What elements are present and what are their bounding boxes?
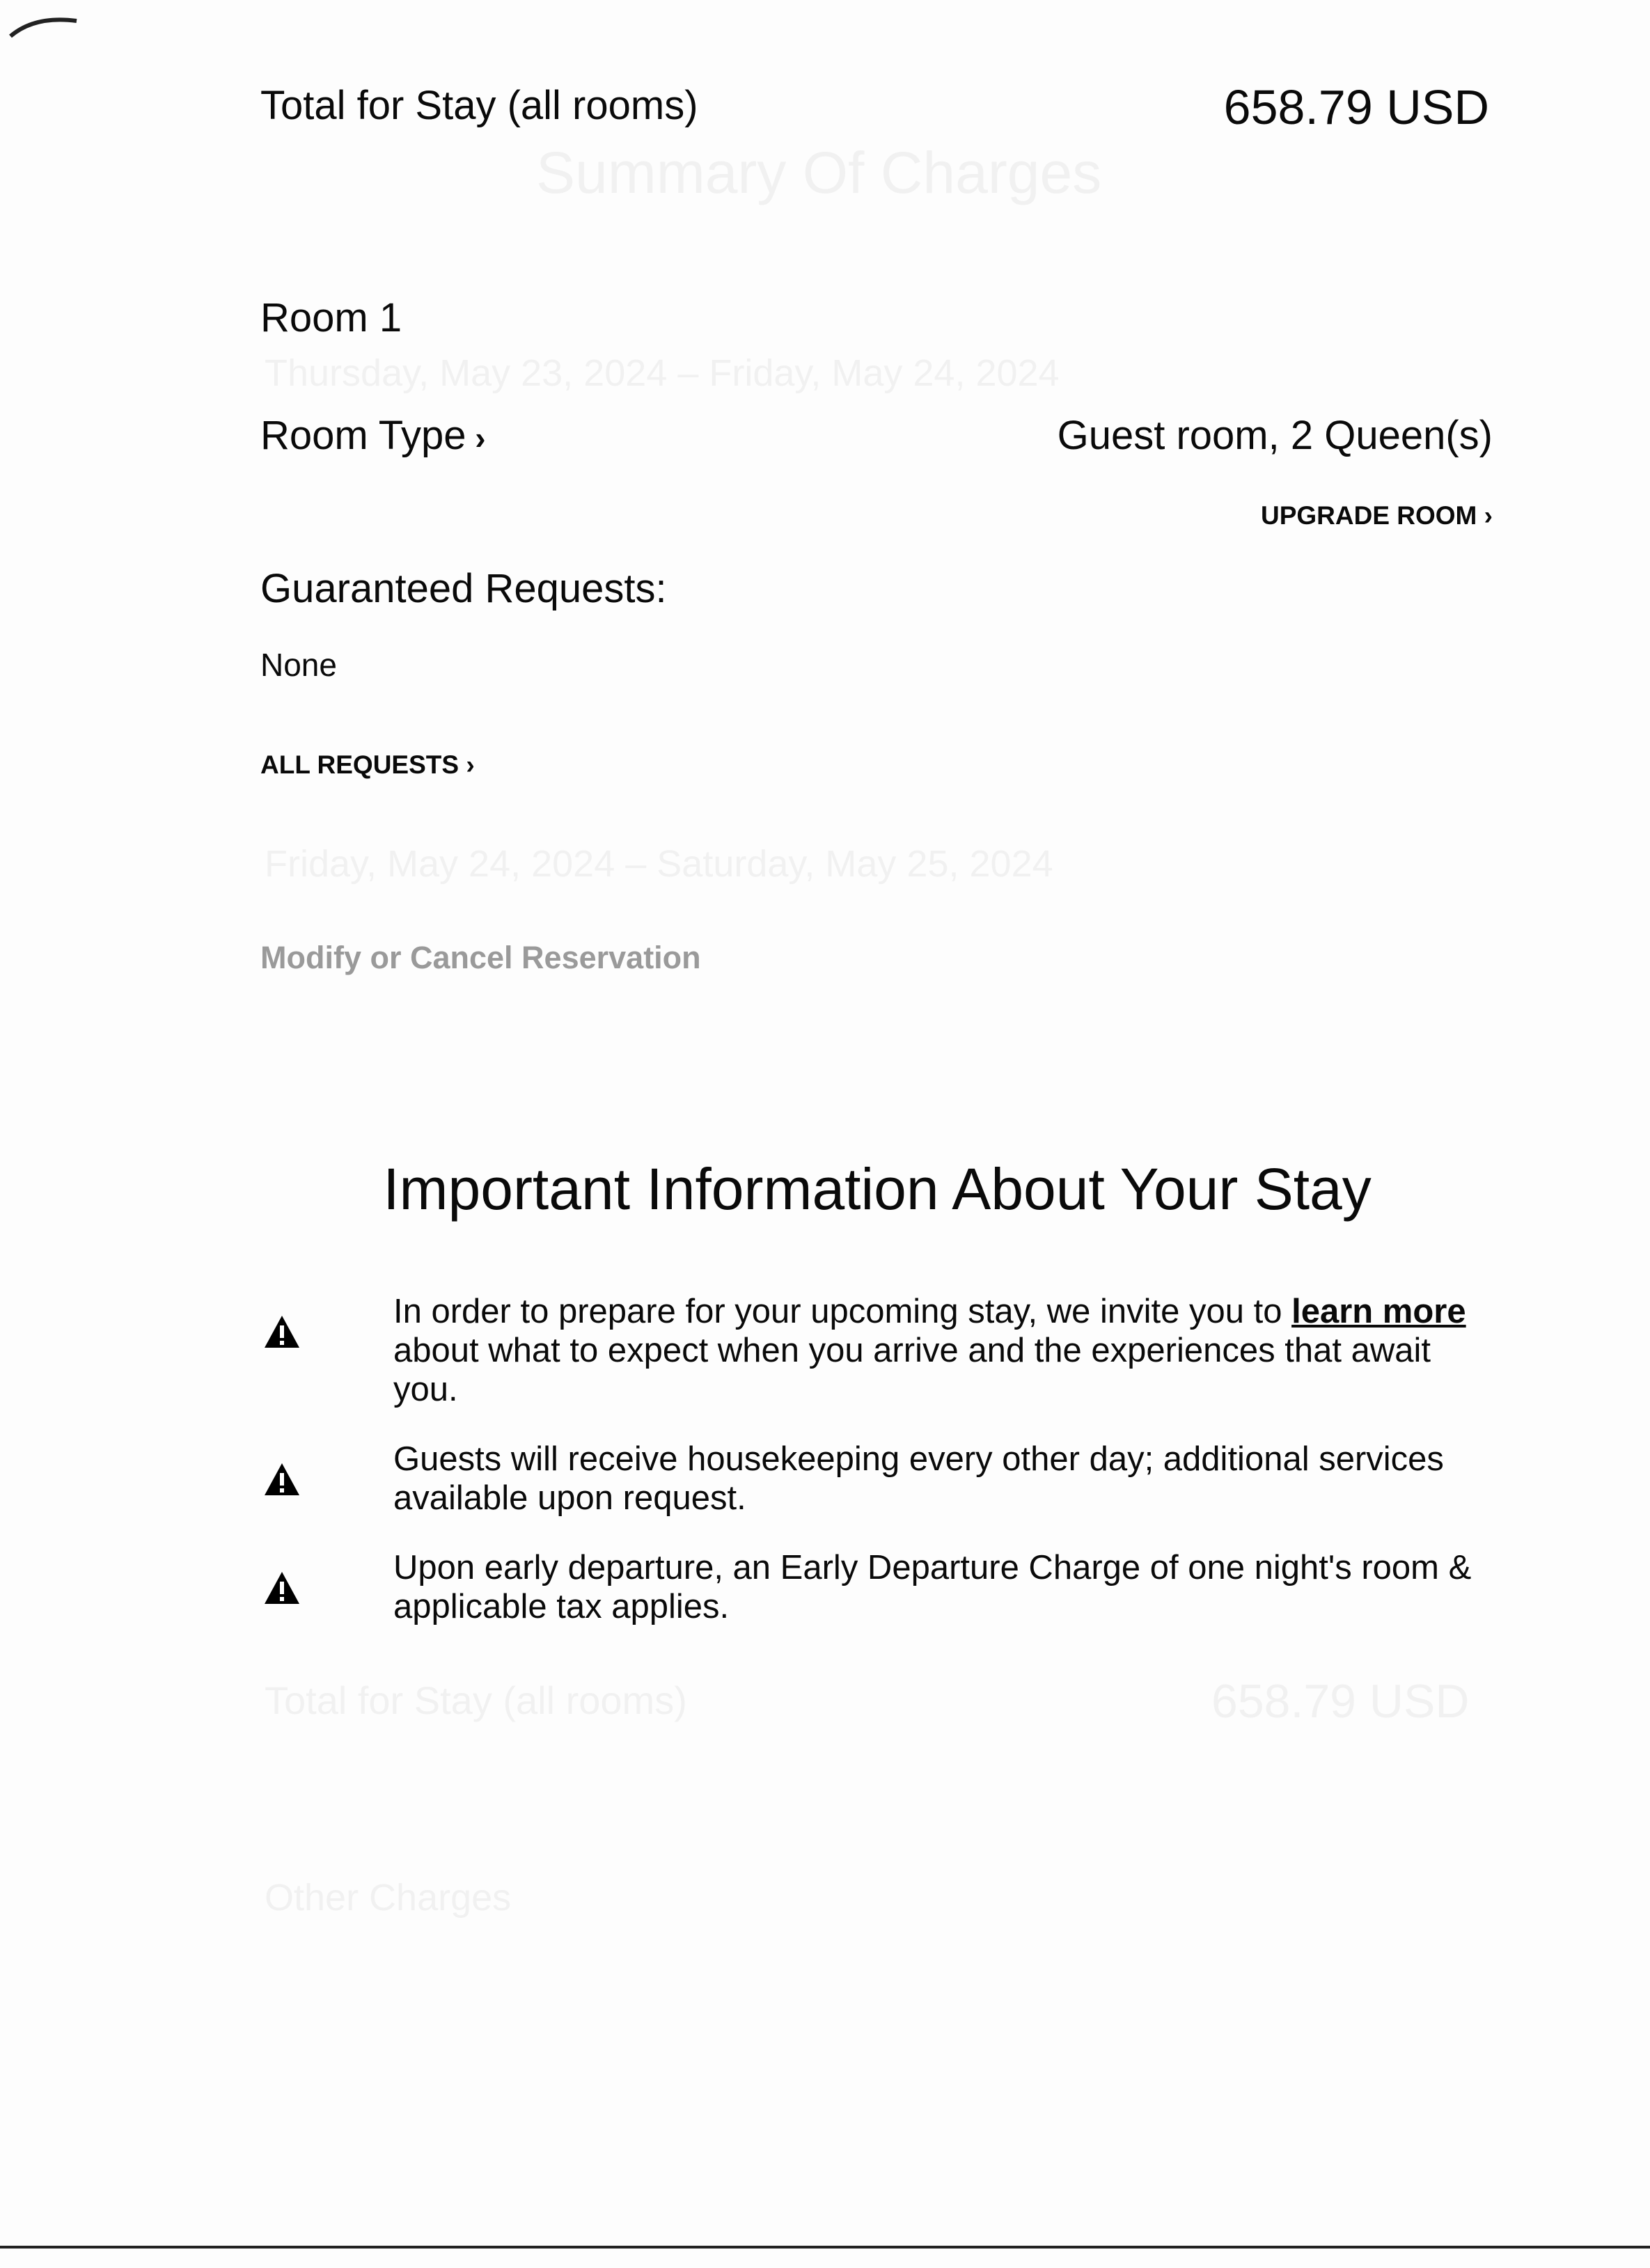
bleed-through-dates: Thursday, May 23, 2024 – Friday, May 24, 2024 <box>265 352 1060 394</box>
learn-more-link[interactable]: learn more <box>1291 1293 1466 1330</box>
guaranteed-requests-heading: Guaranteed Requests: <box>260 566 667 611</box>
info-row <box>263 1440 1502 1518</box>
info-text: In order to prepare for your upcoming stay, we invite you to <box>393 1293 1292 1330</box>
info-list <box>263 1292 1502 1657</box>
modify-cancel-link[interactable]: Modify or Cancel Reservation <box>260 940 701 975</box>
chevron-right-icon: › <box>1477 501 1493 530</box>
info-row <box>263 1548 1502 1626</box>
chevron-right-icon: › <box>459 750 475 779</box>
room-type-label: Room Type <box>260 413 466 458</box>
room-title: Room 1 <box>260 295 402 340</box>
warning-icon <box>263 1570 301 1605</box>
all-requests-link[interactable] <box>260 750 475 780</box>
chevron-right-icon: › <box>466 420 486 456</box>
warning-icon <box>263 1462 301 1497</box>
room-type-link[interactable] <box>260 412 486 459</box>
total-value: 658.79 USD <box>1223 80 1489 134</box>
upgrade-room-link[interactable] <box>1261 501 1493 530</box>
bleed-through-total-value: 658.79 USD <box>1211 1675 1470 1728</box>
room-type-value: Guest room, 2 Queen(s) <box>1057 413 1493 458</box>
bleed-through-total-label: Total for Stay (all rooms) <box>265 1678 687 1722</box>
total-label: Total for Stay (all rooms) <box>260 83 698 128</box>
info-item: Guests will receive housekeeping every other day; additional services available upon request. <box>393 1440 1444 1517</box>
staple-mark <box>7 8 84 43</box>
bleed-through-title: Summary Of Charges <box>536 140 1102 205</box>
bleed-through-dates: Friday, May 24, 2024 – Saturday, May 25, 2024 <box>265 843 1053 885</box>
info-item <box>393 1292 1502 1409</box>
warning-icon <box>263 1314 301 1349</box>
all-requests-label: ALL REQUESTS <box>260 750 459 779</box>
info-item: Upon early departure, an Early Departure Charge of one night's room & applicable tax applies. <box>393 1549 1472 1625</box>
important-info-heading: Important Information About Your Stay <box>383 1156 1372 1222</box>
bleed-through-other-charges: Other Charges <box>265 1877 512 1919</box>
info-text: about what to expect when you arrive and the experiences that await you. <box>393 1332 1431 1408</box>
guaranteed-requests-value: None <box>260 647 337 683</box>
upgrade-room-label: UPGRADE ROOM <box>1260 501 1477 530</box>
info-row <box>263 1292 1502 1409</box>
page-edge-line <box>0 2246 1650 2249</box>
